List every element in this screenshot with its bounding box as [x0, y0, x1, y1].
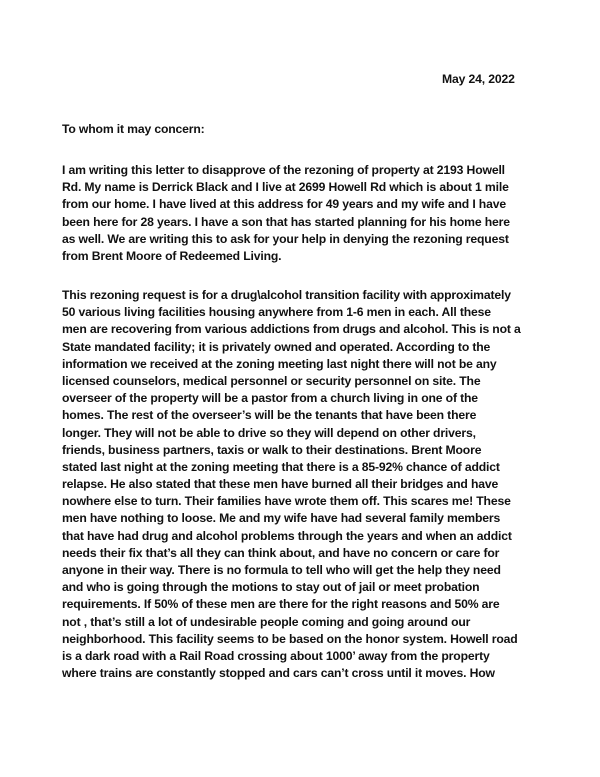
text-line: overseer of the property will be a pastor from a church living in one of the — [62, 391, 478, 406]
text-line: that have had drug and alcohol problems through the years and when an addict — [62, 528, 512, 543]
text-line: State mandated facility; it is privately owned and operated. According to the — [62, 339, 491, 354]
text-line: not , that’s still a lot of undesirable people coming and going around our — [62, 614, 471, 629]
text-line: neighborhood. This facility seems to be based on the honor system. Howell road — [62, 631, 518, 646]
paragraph-intro — [62, 162, 542, 265]
text-line: from Brent Moore of Redeemed Living. — [62, 248, 282, 263]
text-line: relapse. He also stated that these men have burned all their bridges and have — [62, 477, 499, 492]
letter-salutation: To whom it may concern: — [62, 122, 205, 136]
text-line: is a dark road with a Rail Road crossing about 1000’ away from the property — [62, 648, 490, 663]
text-line: I am writing this letter to disapprove of the rezoning of property at 2193 Howell — [62, 163, 505, 177]
text-line: as well. We are writing this to ask for your help in denying the rezoning request — [62, 231, 509, 246]
text-line: needs their fix that’s all they can think about, and have no concern or care for — [62, 545, 500, 560]
paragraph-facility-concerns — [62, 287, 542, 682]
text-line: and who is going through the motions to stay out of jail or meet probation — [62, 580, 480, 595]
text-line: nowhere else to turn. Their families have wrote them off. This scares me! These — [62, 494, 511, 509]
text-line: where trains are constantly stopped and cars can’t cross until it moves. How — [62, 666, 495, 681]
text-line: men are recovering from various addictions from drugs and alcohol. This is not a — [62, 322, 521, 337]
text-line: 50 various living facilities housing anywhere from 1-6 men in each. All these — [62, 305, 491, 320]
text-line: longer. They will not be able to drive so they will depend on other drivers, — [62, 425, 476, 440]
text-line: anyone in their way. There is no formula to tell who will get the help they need — [62, 563, 501, 577]
text-line: Rd. My name is Derrick Black and I live at 2699 Howell Rd which is about 1 mile — [62, 180, 509, 195]
text-line: information we received at the zoning meeting last night there will not be any — [62, 356, 497, 371]
text-line: been here for 28 years. I have a son that has started planning for his home here — [62, 214, 510, 229]
text-line: friends, business partners, taxis or walk to their destinations. Brent Moore — [62, 442, 482, 457]
text-line: licensed counselors, medical personnel or security personnel on site. The — [62, 373, 481, 388]
text-line: men have nothing to loose. Me and my wife have had several family members — [62, 511, 501, 526]
text-line: homes. The rest of the overseer’s will be the tenants that have been there — [62, 408, 477, 423]
letter-date: May 24, 2022 — [442, 72, 515, 86]
text-line: stated last night at the zoning meeting that there is a 85-92% chance of addict — [62, 459, 500, 474]
text-line: from our home. I have lived at this address for 49 years and my wife and I have — [62, 197, 506, 212]
text-line: This rezoning request is for a drug\alcohol transition facility with approximately — [62, 288, 511, 302]
text-line: requirements. If 50% of these men are there for the right reasons and 50% are — [62, 597, 500, 612]
